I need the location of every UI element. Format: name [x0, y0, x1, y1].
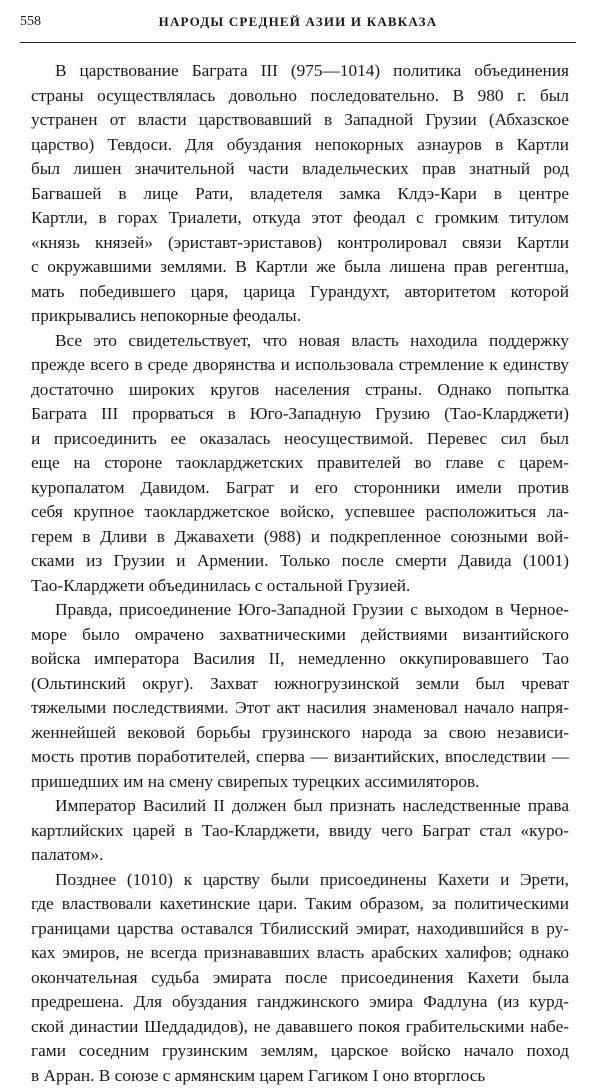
- text-line: сками из Грузии и Армении. Только после смерти Давида (1001): [31, 549, 569, 574]
- text-line: куропалатом Давидом. Баграт и его сторонники имели против: [31, 476, 569, 501]
- paragraph: [31, 329, 569, 599]
- header-rule: [20, 42, 576, 43]
- text-line: в Арран. В союзе с армянским царем Гагиком I оно вторглось: [31, 1064, 569, 1088]
- text-line: мость против поработителей, сперва — византийских, впоследствии —: [31, 745, 569, 770]
- text-line: гами соседним грузинским землям, царское войско начало поход: [31, 1039, 569, 1064]
- text-line: картлийских царей в Тао-Кларджети, ввиду чего Баграт стал «куро-: [31, 819, 569, 844]
- text-line: Все это свидетельствует, что новая власть находила поддержку: [31, 329, 569, 354]
- text-line: Баграта III прорваться в Юго-Западную Грузию (Тао-Кларджети): [31, 402, 569, 427]
- text-line: прикрывались непокорные феодалы.: [31, 304, 569, 329]
- paragraph: [31, 868, 569, 1088]
- text-line: Правда, присоединение Юго-Западной Грузии с выходом в Черное-: [31, 598, 569, 623]
- text-line: пришедших им на смену свирепых турецких ассимиляторов.: [31, 770, 569, 795]
- page-header: [20, 12, 576, 34]
- text-line: ках эмиров, не всегда признававших власть арабских халифов; однако: [31, 941, 569, 966]
- text-line: границами царства оставался Тбилисский эмират, находившийся в ру-: [31, 917, 569, 942]
- text-line: прежде всего в среде дворянства и использовала стремление к единству: [31, 353, 569, 378]
- text-line: В царствование Баграта III (975—1014) политика объединения: [31, 59, 569, 84]
- text-line: Тао-Кларджети объединилась с остальной Грузией.: [31, 574, 569, 599]
- text-line: Император Василий II должен был признать наследственные права: [31, 794, 569, 819]
- text-line: устранен от власти царствовавший в Западной Грузии (Абхазское: [31, 108, 569, 133]
- paragraph: [31, 598, 569, 794]
- text-line: был лишен значительной части владельческих прав знатный род: [31, 157, 569, 182]
- text-line: окончательная судьба эмирата после присоединения Кахети была: [31, 966, 569, 991]
- running-title: НАРОДЫ СРЕДНЕЙ АЗИИ И КАВКАЗА: [20, 14, 576, 30]
- text-line: море было омрачено захватническими действиями византийского: [31, 623, 569, 648]
- text-line: Багвашей в лице Рати, владетеля замка Клдэ-Кари в центре: [31, 182, 569, 207]
- paragraph: [31, 794, 569, 868]
- text-line: ской династии Шеддадидов), не дававшего покоя грабительскими набе-: [31, 1015, 569, 1040]
- text-line: тяжелыми последствиями. Этот акт насилия знаменовал начало напря-: [31, 696, 569, 721]
- text-line: «князь князей» (эриставт-эриставов) контролировал связи Картли: [31, 231, 569, 256]
- text-line: женнейшей вековой борьбы грузинского народа за свою независи-: [31, 721, 569, 746]
- text-line: палатом».: [31, 843, 569, 868]
- text-line: и присоединить ее оказалась неосуществимой. Перевес сил был: [31, 427, 569, 452]
- page-number: 558: [20, 14, 41, 30]
- text-line: себя крупное таокларджетское войско, успевшее расположиться ла-: [31, 500, 569, 525]
- text-line: войска императора Василия II, немедленно оккупировавшего Тао: [31, 647, 569, 672]
- text-line: Картли, в горах Триалети, откуда этот феодал с громким титулом: [31, 206, 569, 231]
- text-line: страны осуществлялась довольно последовательно. В 980 г. был: [31, 84, 569, 109]
- paragraph: [31, 59, 569, 329]
- body-text: [31, 59, 569, 1088]
- text-line: мать победившего царя, царица Гурандухт, авторитетом которой: [31, 280, 569, 305]
- text-line: где властвовали кахетинские цари. Таким образом, за политическими: [31, 892, 569, 917]
- text-line: (Ольтинский округ). Захват южногрузинской земли был чреват: [31, 672, 569, 697]
- text-line: предрешена. Для обуздания ганджинского эмира Фадлуна (из курд-: [31, 990, 569, 1015]
- text-line: еще на стороне таокларджетских правителей во главе с царем-: [31, 451, 569, 476]
- text-line: герем в Дливи в Джавахети (988) и подкрепленное союзными вой-: [31, 525, 569, 550]
- text-line: достаточно широких кругов населения страны. Однако попытка: [31, 378, 569, 403]
- text-line: Позднее (1010) к царству были присоединены Кахети и Эрети,: [31, 868, 569, 893]
- text-line: царство) Тевдоси. Для обуздания непокорных азнауров в Картли: [31, 133, 569, 158]
- text-line: с окружавшими землями. В Картли же была лишена прав регентша,: [31, 255, 569, 280]
